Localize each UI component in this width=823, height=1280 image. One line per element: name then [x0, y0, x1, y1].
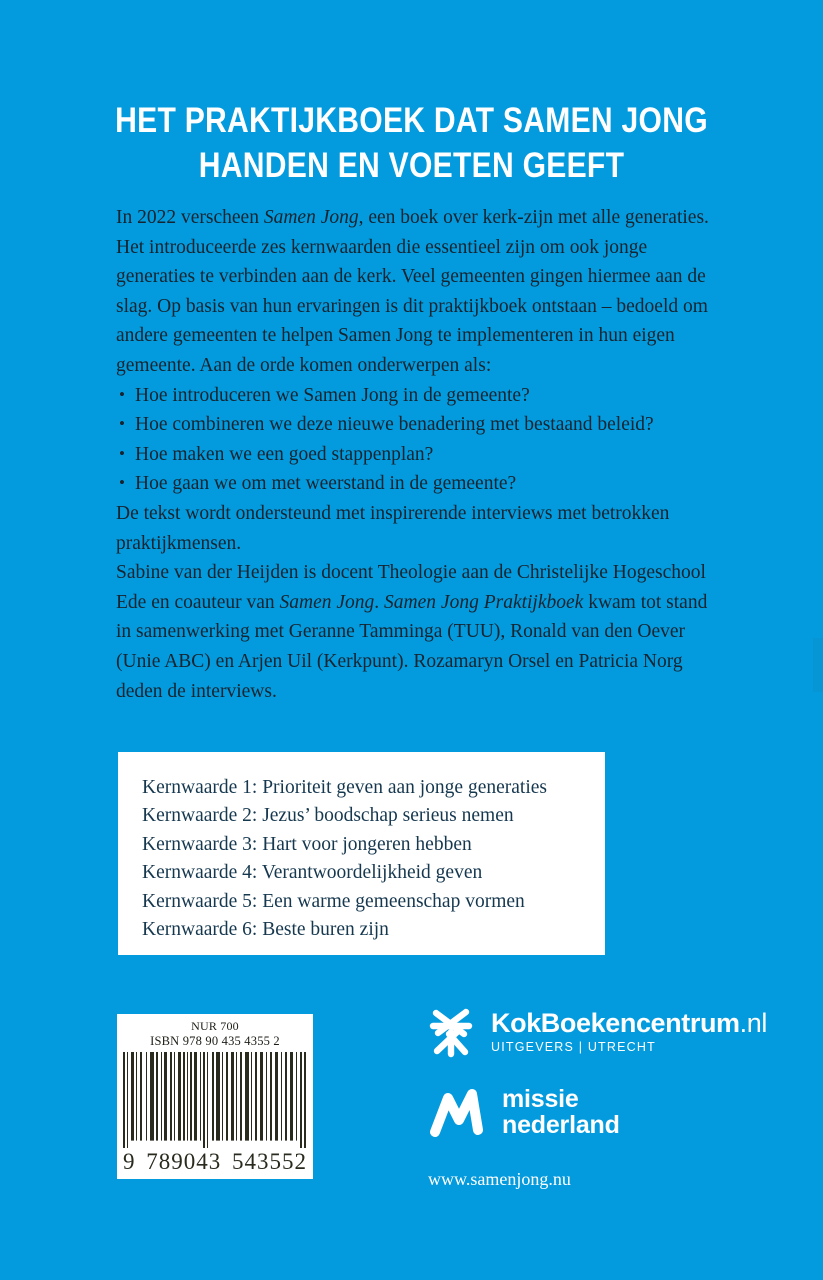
list-item: Kernwaarde 6: Beste buren zijn [142, 919, 389, 941]
topic-label: Hoe maken we een goed stappenplan? [135, 443, 434, 465]
headline [58, 98, 766, 188]
topic-label: Hoe combineren we deze nieuwe benadering met bestaand beleid? [135, 414, 654, 436]
list-item [116, 381, 724, 411]
blurb-column [116, 203, 724, 706]
list-item: Kernwaarde 3: Hart voor jongeren hebben [142, 833, 472, 855]
kok-tld: .nl [739, 1008, 767, 1038]
blurb-intro-title-italic: Samen Jong [263, 207, 359, 228]
list-item: Kernwaarde 5: Een warme gemeenschap vormen [142, 890, 525, 912]
website-url[interactable]: www.samenjong.nu [428, 1169, 571, 1189]
author-paragraph [116, 558, 724, 706]
missie-nederland-wordmark [502, 1086, 620, 1138]
author-title-italic-1: Samen Jong [279, 591, 375, 613]
kok-subtitle: UITGEVERS | UTRECHT [491, 1040, 656, 1054]
blurb-intro-paragraph [116, 203, 722, 381]
list-item [116, 410, 724, 440]
author-part3: kwam tot stand in samenwerking met Geranne Tamminga (TUU), Ronald van den Oever (Unie ABC) en Arjen Uil (Kerkpunt). Rozamaryn Orsel en Patricia Norg deden de interviews. [116, 591, 708, 702]
kokboekencentrum-logo [424, 1004, 767, 1060]
kok-name [491, 1008, 767, 1038]
ean-digit-left: 9 [123, 1149, 136, 1174]
print-edge-artifact [813, 638, 823, 692]
missie-nederland-m-icon [428, 1086, 490, 1138]
core-values-panel [118, 752, 605, 955]
author-part2: . [374, 591, 385, 613]
topic-label: Hoe introduceren we Samen Jong in de gemeente? [135, 384, 530, 406]
headline-line-1: HET PRAKTIJKBOEK DAT SAMEN JONG [115, 101, 708, 140]
missie-line-2: nederland [502, 1111, 620, 1139]
topic-list [116, 381, 724, 499]
list-item: Kernwaarde 4: Verantwoordelijkheid geven [142, 862, 483, 884]
blurb-intro-part2: , een boek over kerk-zijn met alle generaties. Het introduceerde zes kernwaarden die essentieel zijn om ook jonge generaties te verbinden aan de kerk. Veel gemeenten gingen hiermee aan de slag. Op basis van hun ervaringen is dit praktijkboek ontstaan – bedoeld om andere gemeenten te helpen Samen Jong te implementeren in hun eigen gemeente. Aan de orde komen onderwerpen als: [116, 207, 709, 376]
blurb-closing-paragraph: De tekst wordt ondersteund met inspirerende interviews met betrokken praktijkmensen. [116, 502, 670, 554]
core-values-list [142, 774, 605, 944]
author-title-italic-2: Samen Jong Praktijkboek [384, 591, 584, 613]
missie-line-1: missie [502, 1085, 579, 1113]
list-item: Kernwaarde 1: Prioriteit geven aan jonge generaties [142, 777, 547, 798]
kokboekencentrum-wordmark [491, 1008, 767, 1056]
barcode-block [117, 1014, 313, 1179]
headline-line-2: HANDEN EN VOETEN GEEFT [198, 146, 625, 185]
barcode-icon [123, 1052, 307, 1148]
ean-digits-mid: 789043 [146, 1149, 222, 1174]
missie-nederland-logo [428, 1086, 764, 1138]
list-item [116, 469, 724, 499]
kokboekencentrum-star-icon [424, 1004, 478, 1060]
ean-digits [123, 1149, 307, 1175]
list-item [116, 440, 724, 470]
website-url-wrap [424, 1168, 734, 1190]
list-item: Kernwaarde 2: Jezus’ boodschap serieus nemen [142, 805, 514, 827]
nur-code: NUR 700 [191, 1019, 239, 1033]
ean-digits-right: 543552 [232, 1149, 307, 1174]
isbn-code: ISBN 978 90 435 4355 2 [150, 1034, 280, 1048]
author-part1: Sabine van der Heijden is docent Theologie aan de Christelijke Hogeschool Ede en coauteur van [116, 562, 706, 613]
kok-name-text: KokBoekencentrum [491, 1008, 740, 1038]
topic-label: Hoe gaan we om met weerstand in de gemeente? [135, 473, 517, 495]
blurb-intro-part1: In 2022 verscheen [116, 207, 264, 228]
publisher-area [424, 1004, 767, 1190]
